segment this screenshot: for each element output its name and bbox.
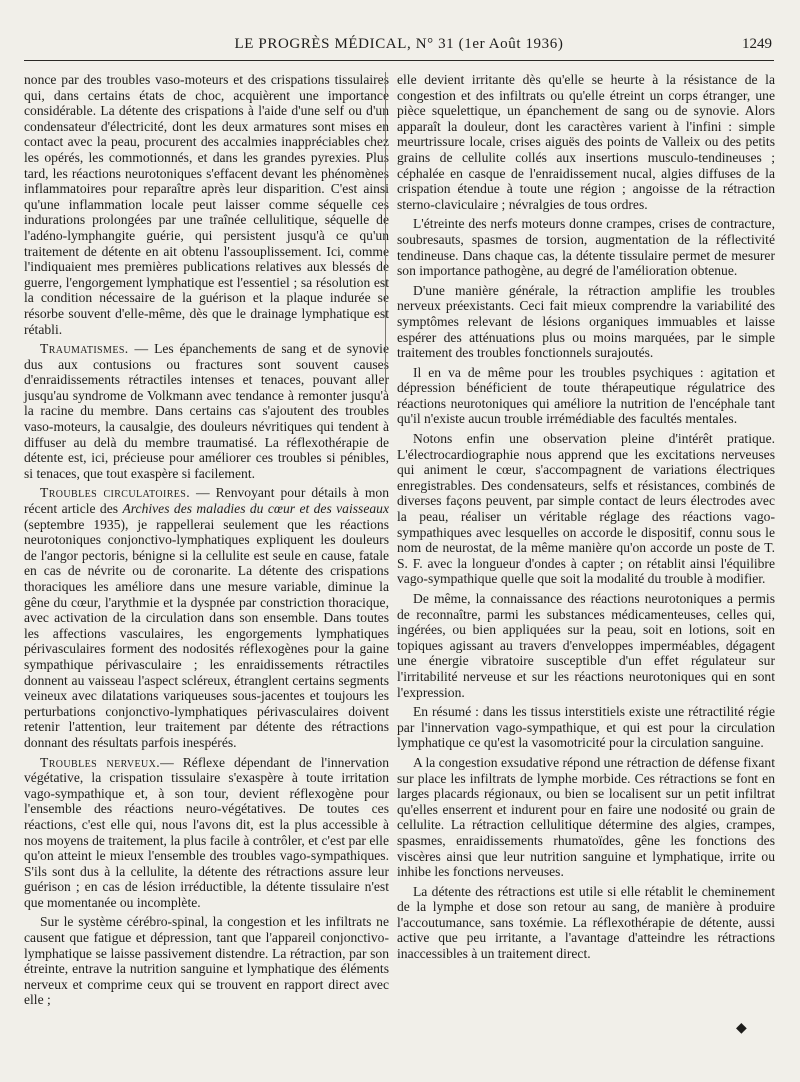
journal-reference: Archives des maladies du cœur et des vaisseaux — [122, 501, 389, 517]
paragraph: La détente des rétractions est utile si elle rétablit le cheminement de la lymphe et dose son retour au sang, de manière à produire l'accoutumance, sans toxémie. La réflexothérapie de détente, aussi active que peu irritante, a l'avantage d'atteindre les rétractions inaccessibles à un traitement direct. — [397, 883, 775, 962]
paragraph: En résumé : dans les tissus interstitiels existe une rétractilité régie par l'innervation vago-sympathique, et qui est pour la circulation lymphatique ce qu'est la vasomotricité pour la circulation sanguine. — [397, 704, 775, 751]
paragraph: L'étreinte des nerfs moteurs donne crampes, crises de contracture, soubresauts, spasmes de torsion, augmentation de la réflectivité tendineuse. Dans chaque cas, la détente tissulaire permet de mesurer son importance pathogène, au degré de l'amélioration obtenue. — [397, 216, 775, 279]
paragraph: Sur le système cérébro-spinal, la congestion et les infiltrats ne causent que fatigue et dépression, tant que l'appareil conjonctivo-lymphatique se laisse passivement distendre. La rétraction, par son étreinte, entrave la nutrition sanguine et lymphatique des éléments nerveux et comprime ceux qui se trouvent en rapport direct avec elle ; — [24, 914, 389, 1008]
paragraph: D'une manière générale, la rétraction amplifie les troubles nerveux préexistants. Ceci fait mieux comprendre la variabilité des symptômes relevant de lésions organiques immuables et laisse espérer des atténuations plus ou moins marquées, par le simple traitement des troubles fonctionnels surajoutés. — [397, 282, 775, 361]
right-column — [397, 72, 775, 966]
section-heading: Troubles nerveux. — [40, 754, 161, 770]
paragraph-troubles-nerveux — [24, 755, 389, 911]
paragraph-troubles-circulatoires — [24, 485, 389, 750]
paragraph: A la congestion exsudative répond une rétraction de défense fixant sur place les infiltrats de lymphe morbide. Ces rétractions se font en larges placards régionaux, ou bien se localisent sur un petit infiltrat qu'elles enserrent et indurent pour en faire une nodosité ou grain de cellulite. La rétraction cellulitique détermine des algies, crampes, spasmes, enraidissements rhumatoïdes, gêne les fonctions des viscères ainsi que leur nutrition sanguine et lymphatique, irrite ou inhibe les fonctions nerveuses. — [397, 754, 775, 880]
paragraph: Notons enfin une observation pleine d'intérêt pratique. L'électrocardiographie nous apprend que les excitations nerveuses qui animent le cœur, s'accompagnent de variations électriques enregistrables. Des condensateurs, selfs et résistances, combinés de diverses façons peuvent, par simple contact de leurs électrodes avec la peau, réaliser un véritable réglage des réactions vago-sympathiques avec lesquelles on accorde le dispositif, connu sous le nom de neurostat, de la même manière qu'on accorde un poste de T. S. F. avec la longueur d'ondes à capter ; on rétablit ainsi l'équilibre vago-sympathique quelle que soit la modalité du trouble à modifier. — [397, 431, 775, 587]
paragraph-text: — Réflexe dépendant de l'innervation végétative, la crispation tissulaire s'exaspère à toute irritation vago-sympathique et, à son tour, devient réflexogène pour l'ensemble des réactions neuro-végétatives. De toutes ces réactions, c'est elle qui, nous l'avons dit, est la plus accessible à nos moyens de traitement, la plus facile à contrôler, et c'est par elle qu'on atteint le mieux l'ensemble des troubles vago-sympathiques. S'ils sont dus à la cellulite, la détente des rétractions assure leur guérison ; en cas de lésion irréductible, la détente tissulaire n'est que momentanée ou incomplète. — [24, 754, 389, 910]
page-number: 1249 — [742, 36, 772, 52]
paragraph: nonce par des troubles vaso-moteurs et des crispations tissulaires qui, dans certains états de choc, acquièrent une importance considérable. La détente des crispations à l'aide d'une self ou d'un condensateur d'électricité, dont les deux armatures sont mises en contact avec la peau, procurent des accalmies inappréciables chez les opérés, les commotionnés, et dans les grandes pyrexies. Plus tard, les réactions neurotoniques s'effacent devant les phénomènes inflammatoires pour reparaître après leur disparition. C'est ainsi qu'une inflammation locale peut laisser comme séquelle ces indurations prolongées par une traînée cellulitique, séquelle de l'adéno-lymphangite guérie, qui persistent jusqu'à ce qu'un traitement de détente en ait obtenu l'assouplissement. Ici, comme l'indiquaient mes premières publications relatives aux blessés de guerre, l'engorgement lymphatique est l'essentiel ; sa résolution est la condition nécessaire de la guérison et la plaque indurée se résorbe souvent d'elle-même, dès que le drainage lymphatique est rétabli. — [24, 72, 389, 337]
end-of-article-mark: ◆ — [736, 1021, 747, 1036]
paragraph: elle devient irritante dès qu'elle se heurte à la résistance de la congestion et des infiltrats ou qu'elle étreint un corps étranger, une pièce squelettique, un épanchement de sang ou de synovie. Alors apparaît la douleur, dont les caractères varient à l'infini : simple meurtrissure locale, crises aiguës des points de Valleix ou des petits grains de cellulite collés aux insertions musculo-tendineuses ; céphalée en casque de l'enraidissement nucal, algies diffuses de la crispation étendue à toute une région ; angoisse de la rétraction sterno-claviculaire ; névralgies de tous ordres. — [397, 72, 775, 212]
header-rule — [24, 60, 774, 61]
paragraph-text: — Les épanchements de sang et de synovie dus aux contusions ou fractures sont souvent causes d'enraidissements rétractiles intenses et tenaces, pouvant aller jusqu'au syndrome de Volkmann avec tendance à remonter jusqu'à la racine du membre. Dans certains cas s'ajoutent des troubles vaso-moteurs, la causalgie, des douleurs névritiques qui tendent à diffuser au delà du membre traumatisé. La réflexothérapie de détente est, ici, précieuse pour améliorer ces troubles si pénibles, si tenaces, que tout exaspère si facilement. — [24, 341, 389, 481]
paragraph-text: (septembre 1935), je rappellerai seulement que les réactions neurotoniques conjonctivo-lymphatiques expliquent les douleurs de l'angor pectoris, bénigne si la cellulite est seule en cause, fatale en cas de névrite ou de coronarite. La détente des crispations thoraciques les améliore dans une mesure variable, diminue la gêne du cœur, l'arythmie et la dyspnée par constriction thoracique, avec activation de la circulation dans son ensemble. Dans toutes les affections vasculaires, les engorgements lymphatiques périvasculaires forment des nodosités réflexogènes pour la gaine sympathique périvasculaire ; les enraidissements rétractiles donnent au vaisseau l'aspect scléreux, étranglent certains segments veineux avec dilatations variqueuses sous-jacentes et toujours les perturbations conjonctivo-lymphatiques périvasculaires doivent retenir l'attention, leur traitement par détente des rétractions donnant des résultats parfois inespérés. — [24, 516, 389, 750]
paragraph: De même, la connaissance des réactions neurotoniques a permis de reconnaître, parmi les substances médicamenteuses, celles qui, ingérées, ou bien appliquées sur la peau, soit en lotions, soit en topiques agissant au travers d'enveloppes imperméables, dégagent une énergie vibratoire susceptible d'un effet régulateur sur l'irritabilité nerveuse et sur les réactions neurotoniques qui en sont l'expression. — [397, 591, 775, 700]
paragraph-traumatismes — [24, 341, 389, 481]
journal-title: LE PROGRÈS MÉDICAL, N° 31 (1er Août 1936) — [234, 36, 564, 52]
running-header — [26, 36, 772, 58]
left-column — [24, 72, 389, 1012]
section-heading: Troubles circulatoires. — [40, 485, 191, 501]
paragraph-text: — Renvoyant pour détails à mon récent article des — [24, 485, 389, 517]
paragraph: Il en va de même pour les troubles psychiques : agitation et dépression bénéficient de toute thérapeutique régulatrice des réactions neurotoniques qui améliore la nutrition de l'encéphale tant qu'il n'existe aucun trouble irrémédiable des facultés mentales. — [397, 364, 775, 427]
column-divider — [385, 72, 386, 392]
section-heading: Traumatismes. — [40, 341, 129, 357]
